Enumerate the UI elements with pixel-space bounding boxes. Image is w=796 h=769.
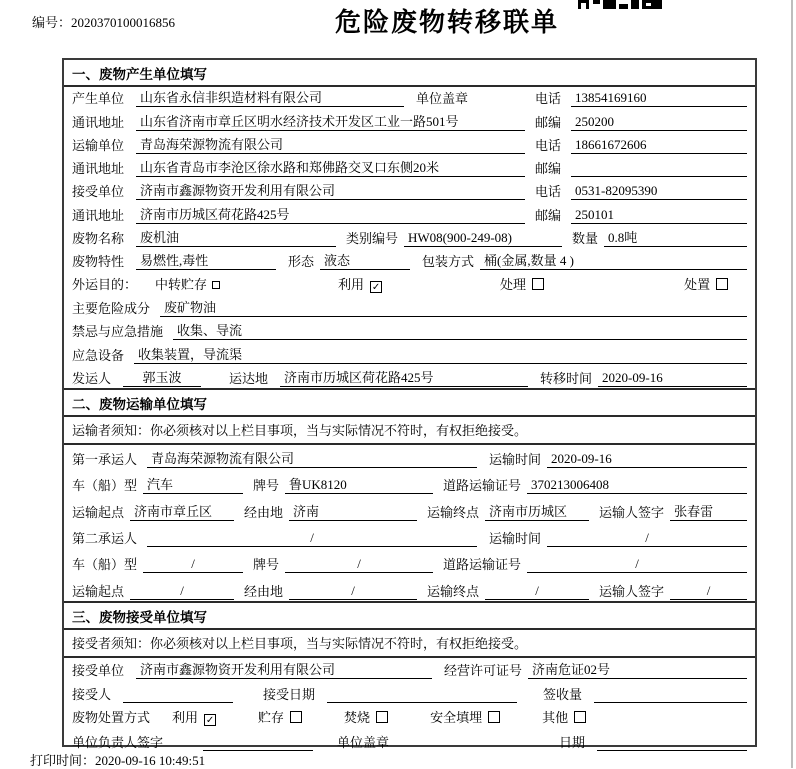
end1-value: 济南市历城区	[485, 501, 589, 521]
row-route1	[64, 497, 755, 523]
equipment-label: 应急设备	[72, 347, 125, 363]
emergency-label: 禁忌与应急措施	[72, 324, 164, 340]
responsible-sign-label: 单位负责人签字	[72, 734, 164, 750]
sign2-label: 运输人签字	[599, 583, 665, 599]
category-value: HW08(900-249-08)	[404, 230, 562, 247]
window-edge-line	[791, 0, 793, 768]
dest-label: 运达地	[229, 370, 269, 386]
accept-unit-value: 济南市鑫源物资开发利用有限公司	[136, 659, 432, 679]
print-time-value: 2020-09-16 10:49:51	[95, 753, 206, 768]
addr1-value: 山东省济南市章丘区明水经济技术开发区工业一路501号	[136, 111, 525, 131]
checkbox-icon	[488, 711, 500, 723]
carrier2-value: /	[147, 530, 477, 547]
permit1-label: 道路运输证号	[443, 478, 522, 494]
purpose-option-use	[338, 274, 382, 293]
hazard-label: 主要危险成分	[72, 300, 151, 316]
accept-unit-label: 接受单位	[72, 662, 125, 678]
origin2-value: /	[130, 583, 234, 600]
equipment-value: 收集装置，导流渠	[134, 344, 747, 364]
serial-label: 编号：	[32, 15, 72, 30]
permit2-value: /	[527, 556, 747, 573]
checkbox-checked-icon: ✓	[205, 714, 215, 726]
page-title: 危险废物转移联单	[335, 8, 560, 37]
vehicle2-value: /	[143, 556, 243, 573]
transporter-value: 青岛海荣源物流有限公司	[136, 134, 525, 154]
checkbox-icon	[716, 278, 728, 290]
zip3-label: 邮编	[535, 207, 562, 223]
qty-label: 数量	[572, 231, 599, 247]
end2-value: /	[485, 583, 589, 600]
row-shipper	[64, 367, 755, 390]
form-value: 液态	[320, 250, 410, 270]
disposal-option-label: 利用	[172, 709, 199, 725]
purpose-label: 外运目的：	[72, 277, 138, 293]
disposal-option-label: 其他	[542, 709, 569, 725]
waste-name-value: 废机油	[136, 227, 336, 247]
unit-seal2-label: 单位盖章	[337, 734, 390, 750]
unit-seal-label: 单位盖章	[416, 91, 469, 107]
checkbox-icon	[212, 281, 220, 289]
vehicle1-value: 汽车	[143, 474, 243, 494]
origin1-label: 运输起点	[72, 504, 125, 520]
section1-header: 一、废物产生单位填写	[64, 60, 755, 87]
purpose-option-transfer	[155, 274, 220, 293]
checkbox-icon	[574, 711, 586, 723]
pack-label: 包装方式	[422, 254, 475, 270]
form-label: 形态	[288, 254, 315, 270]
disposal-option-other	[542, 707, 586, 726]
row-route2	[64, 576, 755, 602]
row-transporter-address	[64, 157, 755, 180]
row-receiver-address	[64, 203, 755, 226]
waste-name-label: 废物名称	[72, 231, 125, 247]
via2-label: 经由地	[244, 583, 284, 599]
row-vehicle2	[64, 550, 755, 576]
row-vehicle1	[64, 471, 755, 497]
hazard-value: 废矿物油	[160, 297, 747, 317]
disposal-option-label: 焚烧	[344, 709, 371, 725]
zip2-value	[571, 162, 747, 177]
addr3-label: 通讯地址	[72, 207, 125, 223]
end2-label: 运输终点	[427, 583, 480, 599]
phone3-value: 0531-82095390	[571, 183, 747, 200]
qr-code-fragment	[578, 0, 662, 10]
producer-label: 产生单位	[72, 91, 125, 107]
disposal-label: 废物处置方式	[72, 709, 151, 725]
amount-label: 签收量	[543, 686, 583, 702]
checkbox-icon	[376, 711, 388, 723]
transporter-notice-text: 运输者须知：你必须核对以上栏目事项，当与实际情况不符时，有权拒绝接受。	[72, 423, 528, 439]
zip3-value: 250101	[571, 207, 747, 224]
via2-value: /	[289, 583, 417, 600]
purpose-option-treat	[500, 274, 544, 293]
row-carrier2	[64, 524, 755, 550]
addr3-value: 济南市历城区荷花路425号	[136, 204, 525, 224]
time1-value: 2020-09-16	[547, 451, 747, 468]
plate1-value: 鲁UK8120	[285, 474, 433, 494]
phone1-value: 13854169160	[571, 90, 747, 107]
transfer-date-value: 2020-09-16	[598, 370, 747, 387]
purpose-option-dispose	[684, 274, 728, 293]
via1-value: 济南	[289, 501, 417, 521]
zip1-value: 250200	[571, 114, 747, 131]
checkbox-icon	[290, 711, 302, 723]
sign2-value: /	[670, 583, 747, 600]
sign1-label: 运输人签字	[599, 504, 665, 520]
pack-value: 桶(金属,数量 4 )	[480, 250, 747, 270]
purpose-option-label: 处理	[500, 277, 527, 293]
disposal-option-label: 安全填埋	[430, 709, 483, 725]
row-receiver	[64, 180, 755, 203]
transporter-label: 运输单位	[72, 137, 125, 153]
shipper-label: 发运人	[72, 370, 112, 386]
permit1-value: 370213006408	[527, 477, 747, 494]
row-hazard	[64, 297, 755, 320]
license-label: 经营许可证号	[444, 662, 523, 678]
qty-value: 0.8吨	[604, 227, 747, 247]
section2-header: 二、废物运输单位填写	[64, 388, 755, 417]
disposal-option-store	[258, 707, 302, 726]
disposal-option-label: 贮存	[258, 709, 285, 725]
row-waste-name	[64, 227, 755, 250]
amount-value	[594, 688, 747, 703]
row-disposal	[64, 706, 755, 730]
zip2-label: 邮编	[535, 161, 562, 177]
row-equipment	[64, 343, 755, 366]
time2-value: /	[547, 530, 747, 547]
row-transporter	[64, 134, 755, 157]
row-acceptor	[64, 682, 755, 706]
addr2-label: 通讯地址	[72, 161, 125, 177]
character-value: 易燃性,毒性	[136, 250, 276, 270]
serial-value: 2020370100016856	[71, 15, 176, 30]
category-label: 类别编号	[346, 231, 399, 247]
vehicle1-label: 车（船）型	[72, 478, 138, 494]
serial-number-line	[32, 12, 175, 31]
disposal-option-burn	[344, 707, 388, 726]
plate2-label: 牌号	[253, 557, 280, 573]
transporter-notice	[64, 417, 755, 445]
row-producer-address	[64, 110, 755, 133]
carrier1-value: 青岛海荣源物流有限公司	[147, 448, 477, 468]
dest-value: 济南市历城区荷花路425号	[280, 367, 528, 387]
row-purpose	[64, 273, 755, 296]
end1-label: 运输终点	[427, 504, 480, 520]
via1-label: 经由地	[244, 504, 284, 520]
row-waste-character	[64, 250, 755, 273]
acceptor-value	[123, 688, 233, 703]
zip1-label: 邮编	[535, 114, 562, 130]
receiver-notice-text: 接受者须知：你必须核对以上栏目事项，当与实际情况不符时，有权拒绝接受。	[72, 636, 528, 652]
accept-date-value	[327, 688, 517, 703]
license-value: 济南危证02号	[528, 659, 747, 679]
receiver-value: 济南市鑫源物资开发利用有限公司	[136, 180, 525, 200]
purpose-option-label: 利用	[338, 277, 365, 293]
origin2-label: 运输起点	[72, 583, 125, 599]
receiver-label: 接受单位	[72, 184, 125, 200]
addr2-value: 山东省青岛市李沧区徐水路和郑佛路交叉口东侧20米	[136, 157, 525, 177]
disposal-option-use	[172, 707, 216, 726]
phone2-label: 电话	[535, 137, 562, 153]
purpose-option-label: 处置	[684, 277, 711, 293]
acceptor-label: 接受人	[72, 686, 112, 702]
time1-label: 运输时间	[489, 452, 542, 468]
print-time-line	[30, 750, 205, 769]
carrier2-label: 第二承运人	[72, 531, 138, 547]
origin1-value: 济南市章丘区	[130, 501, 234, 521]
row-producer	[64, 87, 755, 110]
phone3-label: 电话	[535, 184, 562, 200]
manifest-form	[62, 58, 757, 750]
row-emergency	[64, 320, 755, 343]
phone2-value: 18661672606	[571, 137, 747, 154]
producer-value: 山东省永信非织造材料有限公司	[136, 87, 404, 107]
phone1-label: 电话	[535, 91, 562, 107]
print-time-label: 打印时间：	[30, 753, 96, 768]
checkbox-icon	[532, 278, 544, 290]
date2-value	[597, 736, 747, 751]
shipper-value: 郭玉波	[123, 367, 201, 387]
accept-date-label: 接受日期	[263, 686, 316, 702]
row-carrier1	[64, 445, 755, 471]
addr1-label: 通讯地址	[72, 114, 125, 130]
vehicle2-label: 车（船）型	[72, 557, 138, 573]
date2-label: 日期	[559, 734, 586, 750]
receiver-notice	[64, 630, 755, 658]
responsible-sign-value	[203, 736, 313, 751]
plate1-label: 牌号	[253, 478, 280, 494]
time2-label: 运输时间	[489, 531, 542, 547]
row-accept-unit	[64, 658, 755, 682]
section3-header: 三、废物接受单位填写	[64, 601, 755, 630]
emergency-value: 收集、导流	[173, 320, 747, 340]
disposal-option-landfill	[430, 707, 500, 726]
transfer-date-label: 转移时间	[540, 370, 593, 386]
checkbox-checked-icon: ✓	[371, 282, 381, 294]
character-label: 废物特性	[72, 254, 125, 270]
permit2-label: 道路运输证号	[443, 557, 522, 573]
sign1-value: 张春雷	[670, 501, 747, 521]
plate2-value: /	[285, 556, 433, 573]
carrier1-label: 第一承运人	[72, 452, 138, 468]
purpose-option-label: 中转贮存	[155, 277, 208, 293]
